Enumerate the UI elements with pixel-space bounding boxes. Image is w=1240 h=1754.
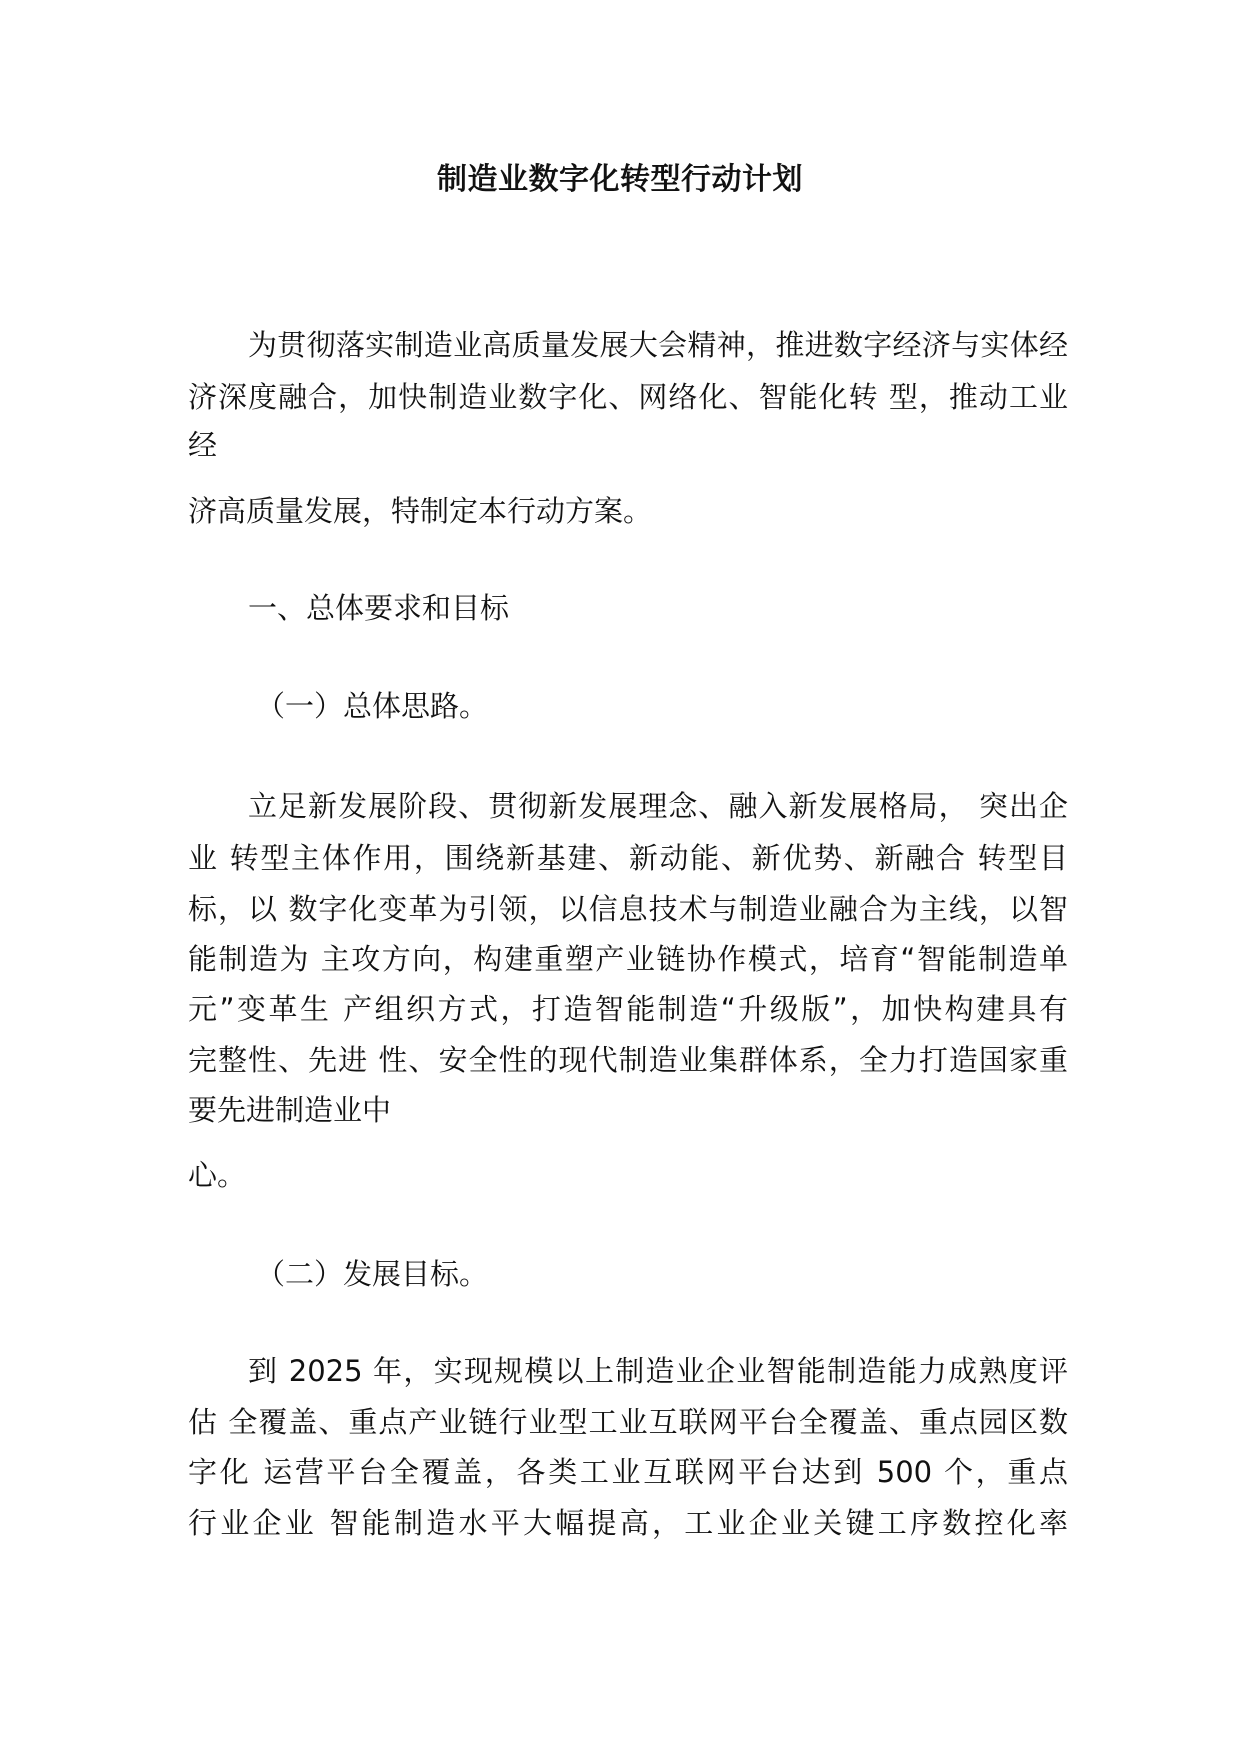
paragraph-line: 到 2025 年，实现规模以上制造业企业智能制造能力成熟度评	[248, 1354, 1068, 1388]
paragraph-line: 济深度融合，加快制造业数字化、网络化、智能化转 型，推动工业	[188, 380, 1068, 414]
paragraph-line: 立足新发展阶段、贯彻新发展理念、融入新发展格局， 突出企	[248, 789, 1068, 823]
paragraph-line: 元”变革生 产组织方式，打造智能制造“升级版”，加快构建具有	[188, 992, 1068, 1026]
section-heading: 一、总体要求和目标	[248, 591, 510, 625]
paragraph-line: 能制造为 主攻方向，构建重塑产业链协作模式，培育“智能制造单	[188, 942, 1068, 976]
document-title: 制造业数字化转型行动计划	[437, 162, 803, 197]
paragraph-line: 完整性、先进 性、安全性的现代制造业集群体系，全力打造国家重	[188, 1043, 1068, 1077]
paragraph-line: 为贯彻落实制造业高质量发展大会精神，推进数字经济与实体经	[248, 328, 1068, 362]
paragraph-line: 估 全覆盖、重点产业链行业型工业互联网平台全覆盖、重点园区数	[188, 1405, 1068, 1439]
subsection-heading: （一）总体思路。	[256, 689, 489, 723]
paragraph-line: 经	[188, 428, 218, 462]
paragraph-line: 心。	[188, 1158, 247, 1192]
subsection-heading: （二）发展目标。	[256, 1257, 489, 1291]
paragraph-line: 业 转型主体作用，围绕新基建、新动能、新优势、新融合 转型目	[188, 841, 1068, 875]
paragraph-line: 行业企业 智能制造水平大幅提高，工业企业关键工序数控化率	[188, 1506, 1068, 1540]
paragraph-line: 济高质量发展，特制定本行动方案。	[188, 494, 653, 528]
paragraph-line: 要先进制造业中	[188, 1093, 392, 1127]
paragraph-line: 字化 运营平台全覆盖，各类工业互联网平台达到 500 个，重点	[188, 1455, 1068, 1489]
paragraph-line: 标，以 数字化变革为引领，以信息技术与制造业融合为主线，以智	[188, 892, 1068, 926]
